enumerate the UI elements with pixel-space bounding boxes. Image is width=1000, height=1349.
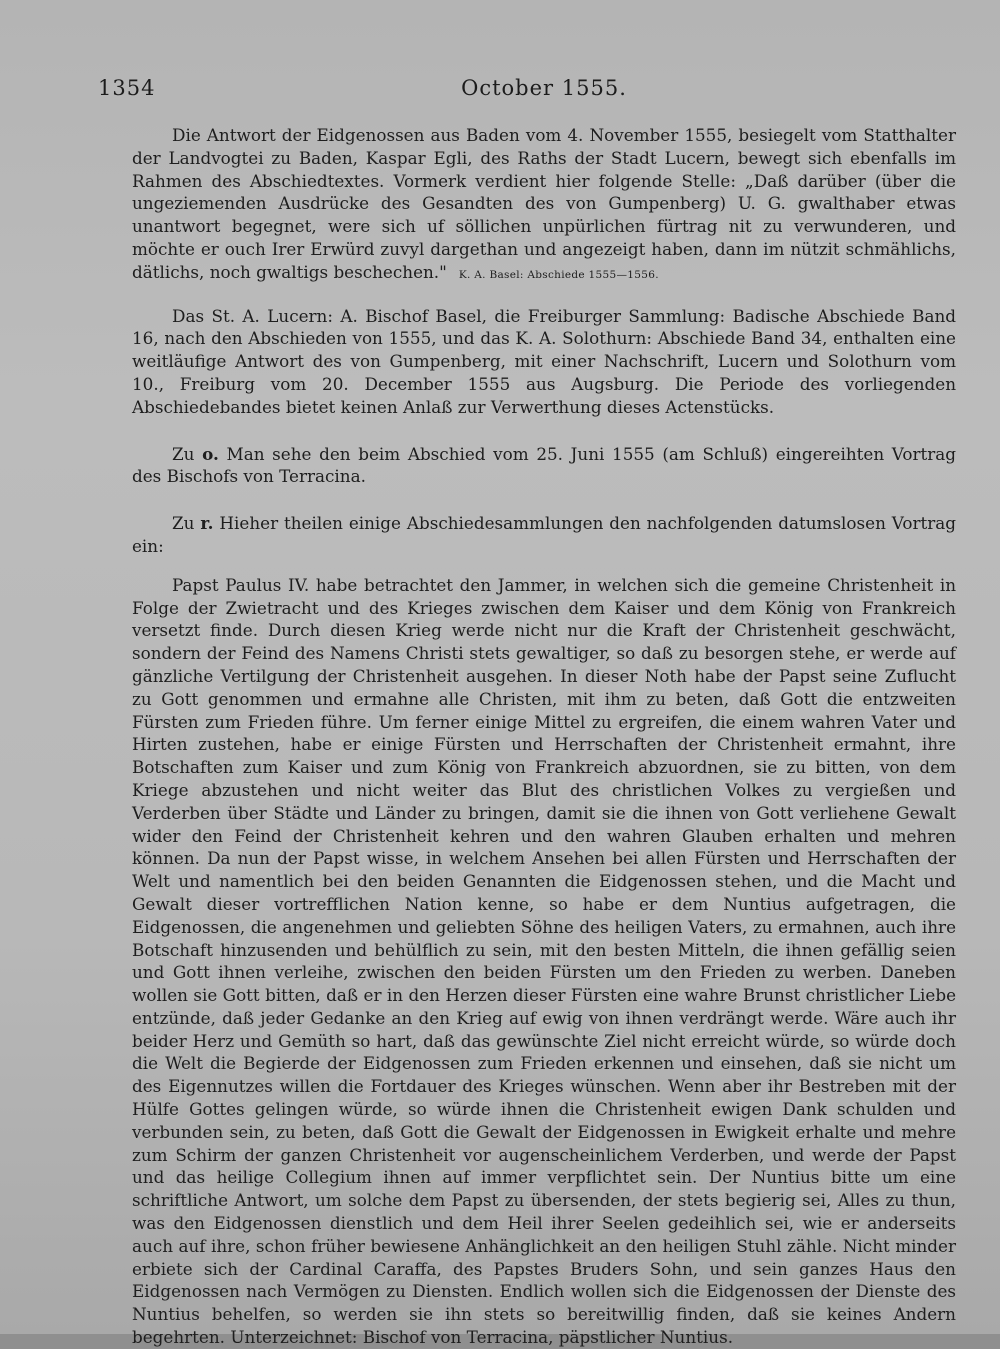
paragraph-note-o [132,443,956,489]
page-number: 1354 [98,76,156,100]
note-r-marker: r. [200,513,214,534]
paragraph-antwort-text: Die Antwort der Eidgenossen aus Baden vom 4. November 1555, besiegelt vom Statthalter der Landvogtei zu Baden, Kaspar Egli, des Raths der Stadt Lucern, bewegt sich ebenfalls im Rahmen des Abschiedtextes. Vormerk verdient hier folgende Stelle: „Daß darüber (über die ungeziemenden Ausdrücke des Gesandten des von Gumpenberg) U. G. gwalthaber etwas unantwort begegnet, were sich uf söllichen unpürlichen fürtrag nit zu verwunderen, und möchte er ouch Irer Erwürd zuvyl dargethan und angezeigt haben, dann im nützit schmählichs, dätlichs, noch gwaltigs beschechen." [132,125,956,282]
paragraph-note-r [132,512,956,558]
note-r-text: Hieher theilen einige Abschiedesammlungen den nachfolgenden datumslosen Vortrag ein: [132,513,956,556]
paragraph-papal-address: Papst Paulus IV. habe betrachtet den Jammer, in welchen sich die gemeine Christenheit in Folge der Zwietracht und des Krieges zwischen dem Kaiser und dem König von Frankreich versetzt finde. Durch diesen Krieg werde nicht nur die Kraft der Christenheit geschwächt, sondern der Feind des Namens Christi stets gewaltiger, so daß zu besorgen stehe, er werde auf gänzliche Vertilgung der Christenheit ausgehen. In dieser Noth habe der Papst seine Zuflucht zu Gott genommen und ermahne alle Christen, mit ihm zu beten, daß Gott die entzweiten Fürsten zum Frieden führe. Um ferner einige Mittel zu ergreifen, die einem wahren Vater und Hirten zustehen, habe er einige Fürsten und Herrschaften der Christenheit ermahnt, ihre Botschaften zum Kaiser und zum König von Frankreich abzuordnen, sie zu bitten, von dem Kriege abzustehen und nicht weiter das Blut des christlichen Volkes zu vergießen und Verderben über Städte und Länder zu bringen, damit sie die ihnen von Gott verliehene Gewalt wider den Feind der Christenheit kehren und den wahren Glauben erhalten und mehren können. Da nun der Papst wisse, in welchem Ansehen bei allen Fürsten und Herrschaften der Welt und namentlich bei den beiden Genannten die Eidgenossen stehen, und die Macht und Gewalt dieser vortrefflichen Nation kenne, so habe er dem Nuntius aufgetragen, die Eidgenossen, die angenehmen und geliebten Söhne des heiligen Vaters, zu ermahnen, auch ihre Botschaft hinzusenden und behülflich zu sein, mit den besten Mitteln, die ihnen gefällig seien und Gott ihnen verleihe, zwischen den beiden Fürsten um den Frieden zu werben. Daneben wollen sie Gott bitten, daß er in den Herzen dieser Fürsten eine wahre Brunst christlicher Liebe entzünde, daß jeder Gedanke an den Krieg auf ewig von ihnen verdrängt werde. Wäre auch ihr beider Herz und Gemüth so hart, daß das gewünschte Ziel nicht erreicht würde, so würde doch die Welt die Begierde der Eidgenossen zum Frieden erkennen und einsehen, daß sie nicht um des Eigennutzes willen die Fortdauer des Krieges wünschen. Wenn aber ihr Bestreben mit der Hülfe Gottes gelingen würde, so würde ihnen die Christenheit ewigen Dank schulden und verbunden sein, zu beten, daß Gott die Gewalt der Eidgenossen in Ewigkeit erhalte und mehre zum Schirm der ganzen Christenheit vor augenscheinlichem Verderben, und werde der Papst und das heilige Collegium ihnen auf immer verpflichtet sein. Der Nuntius bitte um eine schriftliche Antwort, um solche dem Papst zu übersenden, der stets begierig sei, Alles zu thun, was den Eidgenossen dienstlich und dem Heil ihrer Seelen gedeihlich sei, wie er anderseits auch auf ihre, schon früher bewiesene Anhänglichkeit an den heiligen Stuhl zähle. Nicht minder erbiete sich der Cardinal Caraffa, des Papstes Bruders Sohn, und sein ganzes Haus den Eidgenossen nach Vermögen zu Diensten. Endlich wollen sich die Eidgenossen der Dienste des Nuntius behelfen, so werden sie ihn stets so bereitwillig finden, daß sie keines Andern begehrten. Unterzeichnet: Bischof von Terracina, päpstlicher Nuntius. [132,574,956,1348]
note-o-prefix: Zu [172,443,195,464]
note-o-text: Man sehe den beim Abschied vom 25. Juni 1555 (am Schluß) eingereihten Vortrag des Bischofs von Terracina. [132,443,957,487]
source-reference: K. A. Basel: Abschiede 1555—1556. [458,268,659,281]
running-head: October 1555. [461,76,627,100]
page-content [98,72,957,1349]
paragraph-antwort [132,124,956,287]
page-header [98,72,956,108]
note-r-prefix: Zu [172,513,195,534]
note-o-marker: o. [202,443,219,464]
paragraph-archives: Das St. A. Lucern: A. Bischof Basel, die Freiburger Sammlung: Badische Abschiede Band 16, nach den Abschieden von 1555, und das K. A. Solothurn: Abschiede Band 34, enthalten eine weitläufige Antwort des von Gumpenberg, mit einer Nachschrift, Lucern und Solothurn vom 10., Freiburg vom 20. December 1555 aus Augsburg. Die Periode des vorliegenden Abschiedebandes bietet keinen Anlaß zur Verwerthung dieses Actenstücks. [132,305,956,417]
